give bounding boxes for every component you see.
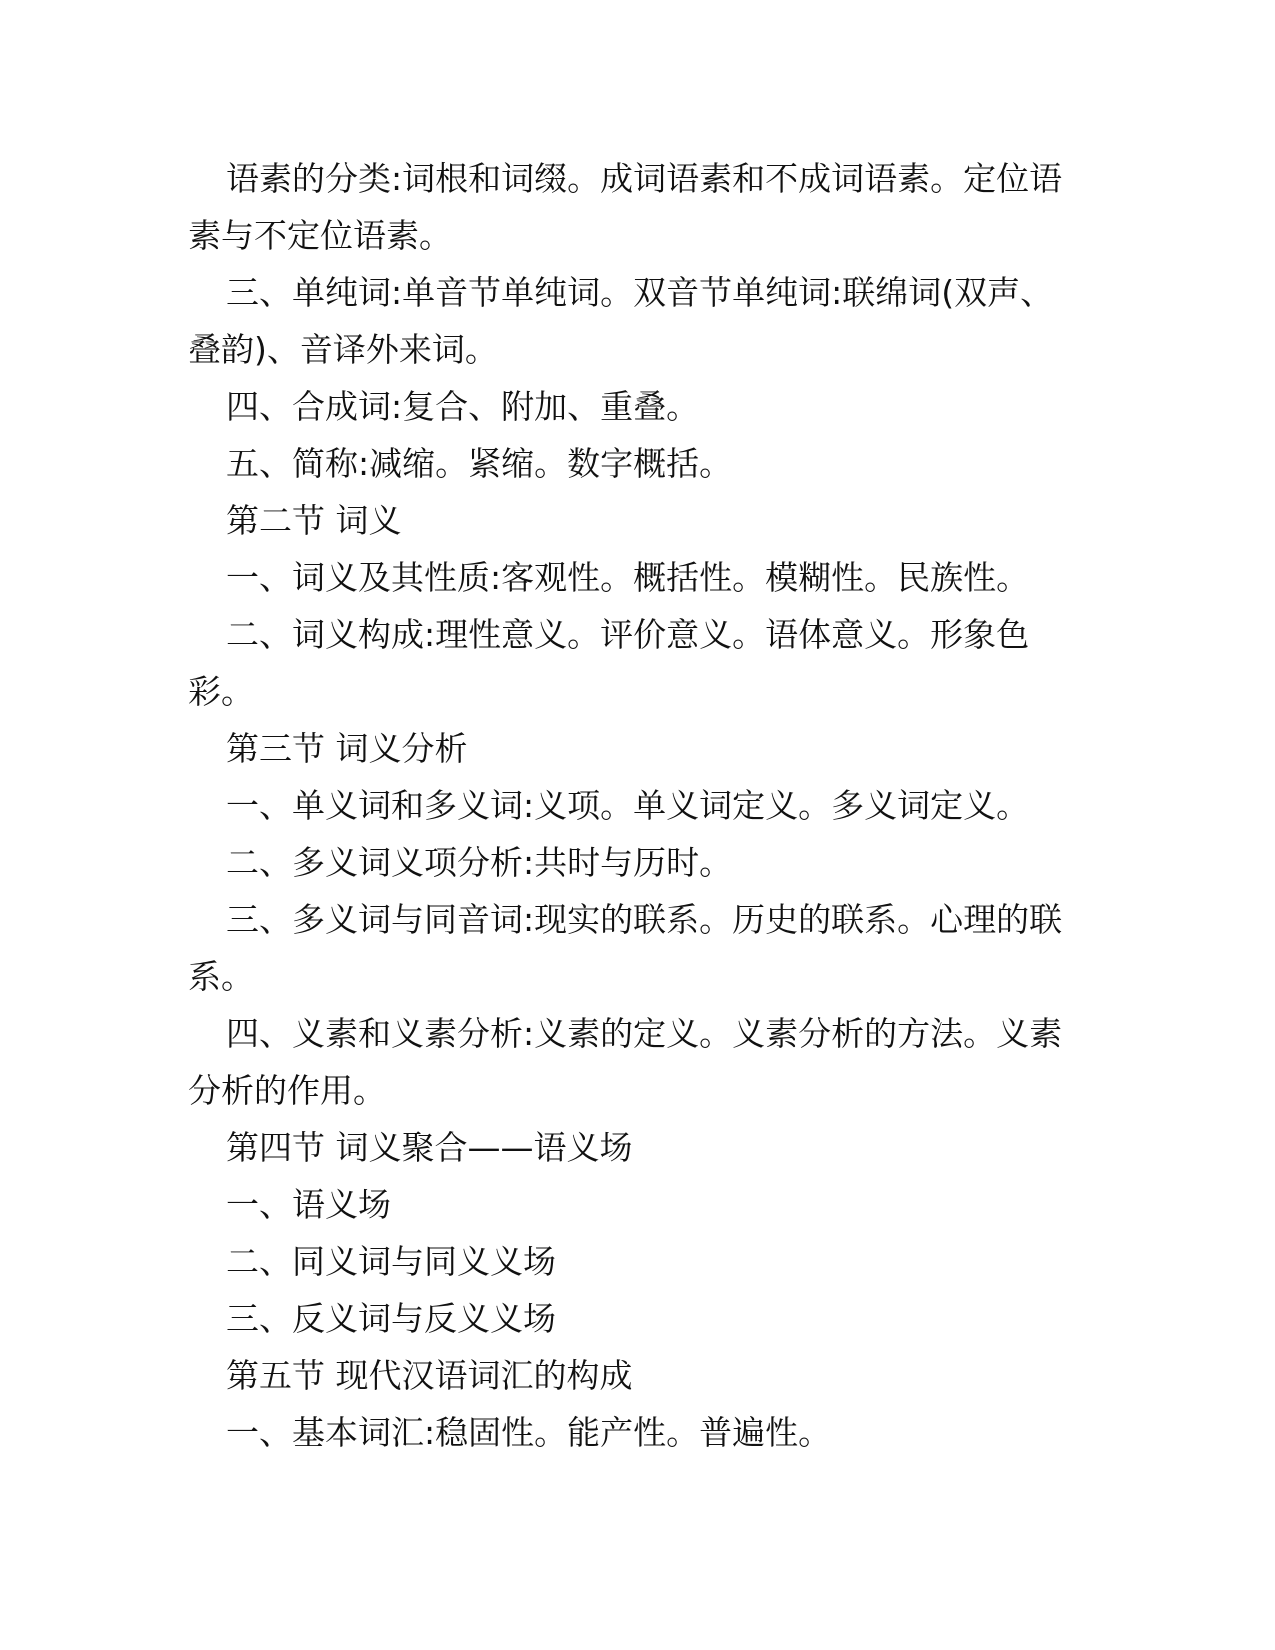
paragraph-abbreviations: 五、简称:减缩。紧缩。数字概括。 (226, 444, 733, 483)
paragraph-simple-words: 三、单纯词:单音节单纯词。双音节单纯词:联绵词(双声、叠韵)、音译外来词。 (188, 273, 1054, 369)
paragraph-semantic-field: 一、语义场 (226, 1185, 391, 1224)
paragraph-basic-vocabulary: 一、基本词汇:稳固性。能产性。普遍性。 (226, 1413, 832, 1452)
document-body (188, 150, 1073, 1461)
paragraph-sense-analysis: 二、多义词义项分析:共时与历时。 (226, 843, 733, 882)
paragraph-homonyms: 三、多义词与同音词:现实的联系。历史的联系。心理的联系。 (188, 900, 1063, 996)
paragraph-antonyms: 三、反义词与反义义场 (226, 1299, 556, 1338)
section-heading-word-meaning: 第二节 词义 (226, 501, 402, 540)
paragraph-morpheme-classification: 语素的分类:词根和词缀。成词语素和不成词语素。定位语素与不定位语素。 (188, 159, 1063, 255)
paragraph-synonyms: 二、同义词与同义义场 (226, 1242, 556, 1281)
paragraph-semes: 四、义素和义素分析:义素的定义。义素分析的方法。义素分析的作用。 (188, 1014, 1063, 1110)
section-heading-meaning-analysis: 第三节 词义分析 (226, 729, 468, 768)
section-heading-semantic-field: 第四节 词义聚合——语义场 (226, 1128, 633, 1167)
paragraph-monosemy-polysemy: 一、单义词和多义词:义项。单义词定义。多义词定义。 (226, 786, 1030, 825)
paragraph-meaning-properties: 一、词义及其性质:客观性。概括性。模糊性。民族性。 (226, 558, 1030, 597)
paragraph-meaning-composition: 二、词义构成:理性意义。评价意义。语体意义。形象色彩。 (188, 615, 1030, 711)
section-heading-vocabulary-composition: 第五节 现代汉语词汇的构成 (226, 1356, 633, 1395)
paragraph-compound-words: 四、合成词:复合、附加、重叠。 (226, 387, 700, 426)
